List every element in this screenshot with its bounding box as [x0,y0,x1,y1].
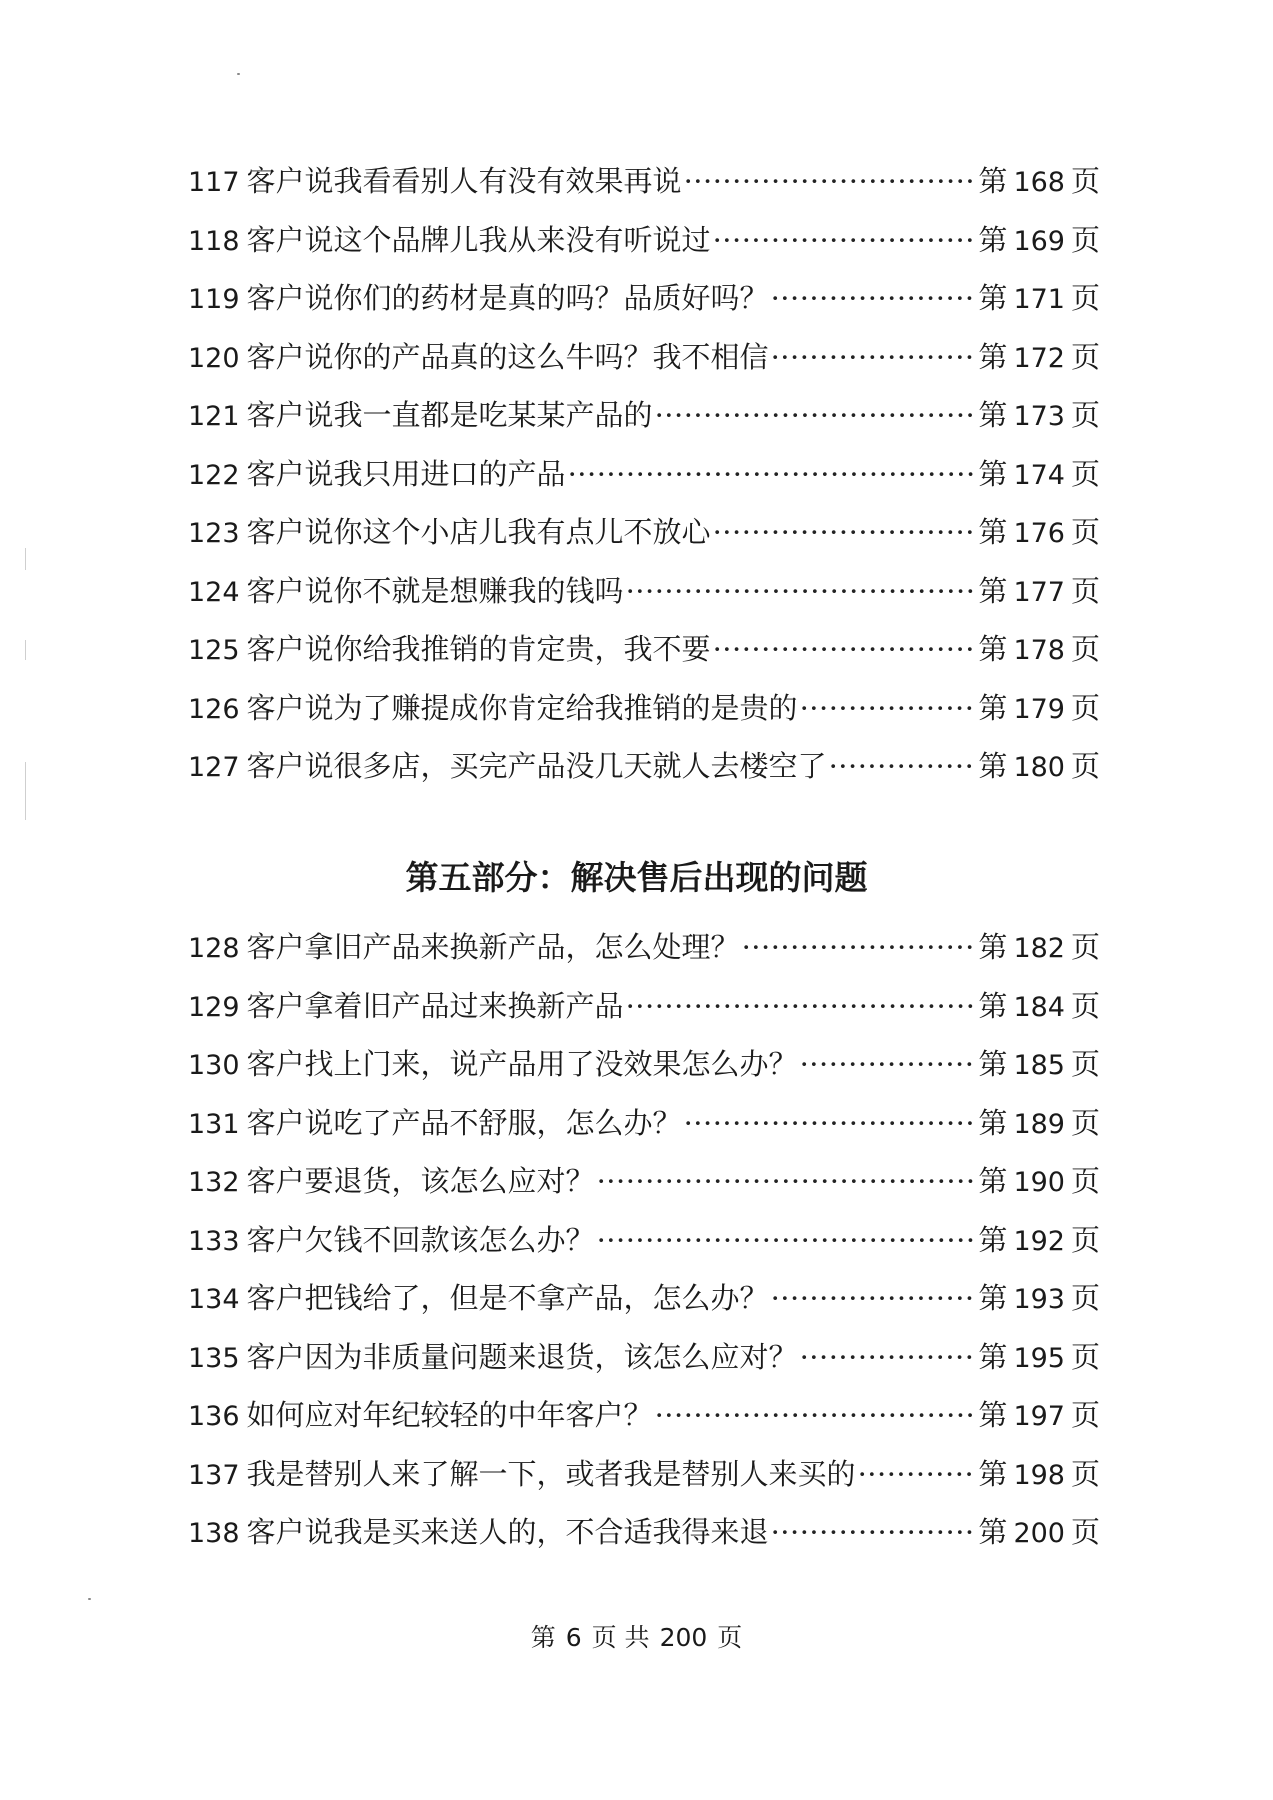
footer-suffix: 页 [717,1623,743,1652]
toc-entry-page [978,445,1100,506]
toc-entry-number: 137 [188,1459,240,1491]
toc-entry-title: 客户说我一直都是吃某某产品的 [246,398,653,432]
toc-entry-number: 133 [188,1225,240,1257]
toc-entry [188,503,1100,562]
toc-entry [188,977,1100,1036]
page-prefix: 第 [978,690,1008,725]
toc-entry-page [978,1035,1100,1096]
toc-entry-page-number: 190 [1013,1167,1065,1198]
toc-entry-page [978,620,1100,681]
page-suffix: 页 [1070,1222,1100,1257]
toc-entry-page-number: 182 [1013,933,1065,964]
toc-entry-title: 我是替别人来了解一下，或者我是替别人来买的 [246,1456,856,1491]
toc-entry-page-number: 172 [1013,342,1065,374]
toc-list-part-four [188,152,1100,796]
page-prefix: 第 [978,930,1008,964]
toc-entry-page-number: 178 [1013,635,1065,666]
toc-entry-page [978,737,1100,798]
toc-dot-leader [829,737,977,796]
toc-dot-leader [742,918,977,977]
page-prefix: 第 [978,339,1008,374]
toc-dot-leader [771,1269,977,1328]
toc-entry-number: 129 [188,991,240,1023]
toc-entry-page-number: 180 [1013,752,1065,783]
toc-entry-title: 客户说我是买来送人的，不合适我得来退 [246,1515,769,1549]
page-prefix: 第 [978,398,1008,432]
toc-entry [188,386,1100,445]
footer-total-pages: 200 [659,1623,708,1652]
toc-entry-page [978,1094,1100,1155]
toc-entry [188,1445,1100,1504]
toc-dot-leader [713,503,977,562]
toc-entry-page [978,211,1100,272]
toc-entry-title: 客户要退货，该怎么应对？ [246,1164,595,1198]
toc-entry-page [978,386,1100,447]
scan-speck [237,73,240,75]
scan-mark [25,640,26,660]
page-prefix: 第 [978,515,1008,549]
toc-entry-page [978,1445,1100,1506]
page-prefix: 第 [978,281,1008,315]
toc-entry-title: 客户拿旧产品来换新产品，怎么处理？ [246,930,740,964]
page-suffix: 页 [1070,456,1100,491]
page-prefix: 第 [978,1164,1008,1198]
toc-entry-title: 客户说你不就是想赚我的钱吗 [246,573,624,608]
toc-entry-number: 118 [188,225,240,257]
toc-entry-number: 132 [188,1167,240,1198]
toc-entry [188,1386,1100,1445]
toc-entry-page [978,918,1100,979]
toc-dot-leader [800,679,977,738]
page-prefix: 第 [978,1515,1008,1549]
toc-entry-number: 126 [188,693,240,725]
toc-entry-title: 客户说你们的药材是真的吗？品质好吗？ [246,281,769,315]
page-suffix: 页 [1070,1105,1100,1140]
toc-entry-title: 客户因为非质量问题来退货，该怎么应对？ [246,1339,798,1374]
toc-entry-title: 客户把钱给了，但是不拿产品，怎么办？ [246,1281,769,1315]
toc-dot-leader [771,269,977,328]
page-suffix: 页 [1070,1456,1100,1491]
page-suffix: 页 [1070,1047,1100,1081]
toc-dot-leader [771,328,977,387]
toc-entry-page [978,503,1100,564]
toc-entry-page-number: 192 [1013,1225,1065,1257]
toc-entry [188,445,1100,504]
toc-entry-number: 138 [188,1518,240,1549]
toc-entry-title: 客户说吃了产品不舒服，怎么办？ [246,1105,682,1140]
toc-dot-leader [626,977,977,1036]
page-prefix: 第 [978,1281,1008,1315]
page-prefix: 第 [978,573,1008,608]
page-prefix: 第 [978,1222,1008,1257]
toc-dot-leader [597,1211,977,1270]
toc-entry-page [978,1269,1100,1330]
toc-entry-page [978,1211,1100,1272]
toc-entry-title: 客户找上门来，说产品用了没效果怎么办？ [246,1047,798,1081]
toc-entry-page-number: 184 [1013,991,1065,1023]
toc-entry-number: 130 [188,1050,240,1081]
page-suffix: 页 [1070,1339,1100,1374]
footer-current-page: 6 [565,1623,582,1652]
page-suffix: 页 [1070,339,1100,374]
scan-mark [25,762,26,820]
toc-entry-page-number: 200 [1013,1518,1065,1549]
toc-entry [188,562,1100,621]
toc-entry [188,1328,1100,1387]
toc-entry-page-number: 173 [1013,401,1065,432]
toc-entry-page-number: 171 [1013,284,1065,315]
toc-entry-page [978,1328,1100,1389]
toc-entry-title: 客户说你给我推销的肯定贵，我不要 [246,632,711,666]
toc-entry-title: 如何应对年纪较轻的中年客户？ [246,1398,653,1432]
toc-entry [188,620,1100,679]
page-suffix: 页 [1070,690,1100,725]
toc-entry-page-number: 169 [1013,225,1065,257]
toc-entry [188,269,1100,328]
scan-speck [88,1598,91,1600]
toc-entry-number: 120 [188,342,240,374]
toc-entry-number: 135 [188,1342,240,1374]
toc-dot-leader [684,1094,977,1153]
page-prefix: 第 [978,988,1008,1023]
toc-entry-title: 客户说很多店，买完产品没几天就人去楼空了 [246,749,827,783]
toc-dot-leader [568,445,977,504]
toc-entry-page [978,1503,1100,1564]
toc-entry-title: 客户拿着旧产品过来换新产品 [246,988,624,1023]
page-prefix: 第 [978,1398,1008,1432]
page-footer [0,1618,1273,1654]
toc-dot-leader [655,386,977,445]
page-prefix: 第 [978,749,1008,783]
toc-entry-number: 128 [188,933,240,964]
toc-entry [188,737,1100,796]
page-suffix: 页 [1070,515,1100,549]
page-suffix: 页 [1070,164,1100,198]
toc-entry-number: 134 [188,1284,240,1315]
scan-mark [25,548,26,570]
toc-entry-page-number: 197 [1013,1401,1065,1432]
page-prefix: 第 [978,222,1008,257]
toc-dot-leader [771,1503,977,1562]
page-suffix: 页 [1070,573,1100,608]
section-heading: 第五部分：解决售后出现的问题 [405,858,868,897]
page-suffix: 页 [1070,1398,1100,1432]
toc-entry-number: 136 [188,1401,240,1432]
toc-entry-page [978,1386,1100,1447]
toc-entry [188,679,1100,738]
toc-entry [188,1211,1100,1270]
toc-entry-number: 127 [188,752,240,783]
page-prefix: 第 [978,164,1008,198]
toc-entry [188,1035,1100,1094]
toc-entry-title: 客户说这个品牌儿我从来没有听说过 [246,222,711,257]
toc-entry-title: 客户说我看看别人有没有效果再说 [246,164,682,198]
toc-entry-page [978,152,1100,213]
page-suffix: 页 [1070,1281,1100,1315]
toc-dot-leader [713,211,977,270]
page-suffix: 页 [1070,222,1100,257]
toc-entry-title: 客户说为了赚提成你肯定给我推销的是贵的 [246,690,798,725]
toc-entry-number: 121 [188,401,240,432]
page-suffix: 页 [1070,632,1100,666]
page-suffix: 页 [1070,1515,1100,1549]
toc-entry [188,1269,1100,1328]
toc-entry-page-number: 195 [1013,1342,1065,1374]
toc-entry-page [978,328,1100,389]
toc-entry-page [978,269,1100,330]
page-suffix: 页 [1070,1164,1100,1198]
page-prefix: 第 [978,1105,1008,1140]
toc-entry [188,1152,1100,1211]
toc-entry [188,1503,1100,1562]
toc-dot-leader [597,1152,977,1211]
toc-dot-leader [800,1328,977,1387]
page-prefix: 第 [978,1456,1008,1491]
toc-entry-page [978,977,1100,1038]
page-suffix: 页 [1070,930,1100,964]
toc-entry [188,152,1100,211]
toc-entry [188,1094,1100,1153]
footer-middle: 页 共 [591,1623,650,1652]
page-suffix: 页 [1070,281,1100,315]
toc-entry-page-number: 174 [1013,459,1065,491]
toc-entry-number: 122 [188,459,240,491]
page-suffix: 页 [1070,398,1100,432]
toc-entry-number: 124 [188,576,240,608]
toc-entry-number: 125 [188,635,240,666]
toc-entry-page [978,1152,1100,1213]
toc-entry-number: 119 [188,284,240,315]
toc-entry-page-number: 198 [1013,1459,1065,1491]
toc-entry-title: 客户说你的产品真的这么牛吗？我不相信 [246,339,769,374]
toc-entry-page-number: 176 [1013,518,1065,549]
toc-entry-title: 客户说你这个小店儿我有点儿不放心 [246,515,711,549]
toc-entry-page-number: 179 [1013,693,1065,725]
footer-prefix: 第 [530,1623,556,1652]
page-prefix: 第 [978,632,1008,666]
toc-entry-page-number: 168 [1013,167,1065,198]
toc-dot-leader [800,1035,977,1094]
toc-list-part-five [188,918,1100,1562]
toc-entry-page-number: 185 [1013,1050,1065,1081]
toc-dot-leader [655,1386,977,1445]
toc-entry-number: 131 [188,1108,240,1140]
toc-entry-page-number: 193 [1013,1284,1065,1315]
toc-entry-page [978,562,1100,623]
page-prefix: 第 [978,1339,1008,1374]
page-prefix: 第 [978,1047,1008,1081]
toc-dot-leader [684,152,977,211]
toc-dot-leader [713,620,977,679]
toc-entry-page-number: 177 [1013,576,1065,608]
toc-entry-title: 客户欠钱不回款该怎么办？ [246,1222,595,1257]
toc-entry [188,211,1100,270]
page-suffix: 页 [1070,749,1100,783]
toc-entry-title: 客户说我只用进口的产品 [246,456,566,491]
toc-entry [188,328,1100,387]
toc-dot-leader [858,1445,977,1504]
toc-entry-page-number: 189 [1013,1108,1065,1140]
page-prefix: 第 [978,456,1008,491]
toc-entry-number: 123 [188,518,240,549]
toc-entry [188,918,1100,977]
toc-entry-number: 117 [188,167,240,198]
page-suffix: 页 [1070,988,1100,1023]
toc-dot-leader [626,562,977,621]
toc-entry-page [978,679,1100,740]
